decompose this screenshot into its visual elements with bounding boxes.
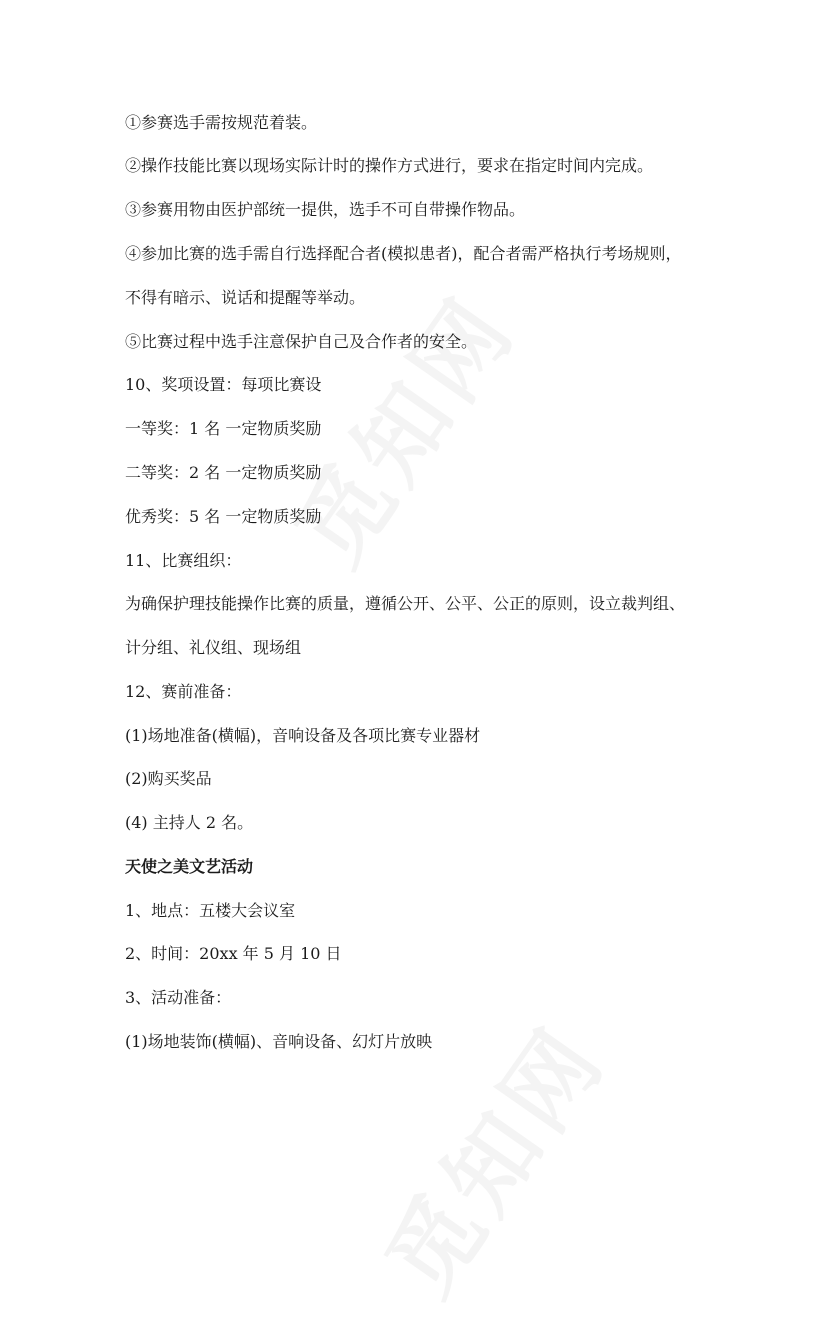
section-organization-heading: 11、比赛组织：: [125, 551, 242, 570]
rule-timing: ②操作技能比赛以现场实际计时的操作方式进行，要求在指定时间内完成。: [125, 156, 654, 175]
award-second: 二等奖：2 名 一定物质奖励: [125, 463, 322, 482]
rule-safety: ⑤比赛过程中选手注意保护自己及合作者的安全。: [125, 332, 478, 351]
preparation-venue: (1)场地准备(横幅)，音响设备及各项比赛专业器材: [125, 726, 481, 745]
organization-text-continued: 计分组、礼仪组、现场组: [125, 638, 302, 657]
event-preparation-venue: (1)场地装饰(横幅)、音响设备、幻灯片放映: [125, 1032, 433, 1051]
organization-text: 为确保护理技能操作比赛的质量，遵循公开、公平、公正的原则，设立裁判组、: [125, 594, 686, 613]
section-awards-heading: 10、奖项设置：每项比赛设: [125, 375, 322, 394]
preparation-prizes: (2)购买奖品: [125, 769, 212, 788]
rule-supplies: ③参赛用物由医护部统一提供，选手不可自带操作物品。: [125, 200, 526, 219]
award-excellent: 优秀奖：5 名 一定物质奖励: [125, 507, 322, 526]
rule-dress-code: ①参赛选手需按规范着装。: [125, 113, 318, 132]
award-first: 一等奖：1 名 一定物质奖励: [125, 419, 322, 438]
event-time: 2、时间：20xx 年 5 月 10 日: [125, 944, 342, 963]
section-title-arts-event: 天使之美文艺活动: [125, 857, 254, 876]
event-preparation-heading: 3、活动准备：: [125, 988, 232, 1007]
rule-partner-continued: 不得有暗示、说话和提醒等举动。: [125, 288, 366, 307]
section-preparation-heading: 12、赛前准备：: [125, 682, 242, 701]
rule-partner: ④参加比赛的选手需自行选择配合者(模拟患者)，配合者需严格执行考场规则，: [125, 244, 682, 263]
preparation-hosts: (4) 主持人 2 名。: [125, 813, 254, 832]
event-location: 1、地点：五楼大会议室: [125, 901, 296, 920]
